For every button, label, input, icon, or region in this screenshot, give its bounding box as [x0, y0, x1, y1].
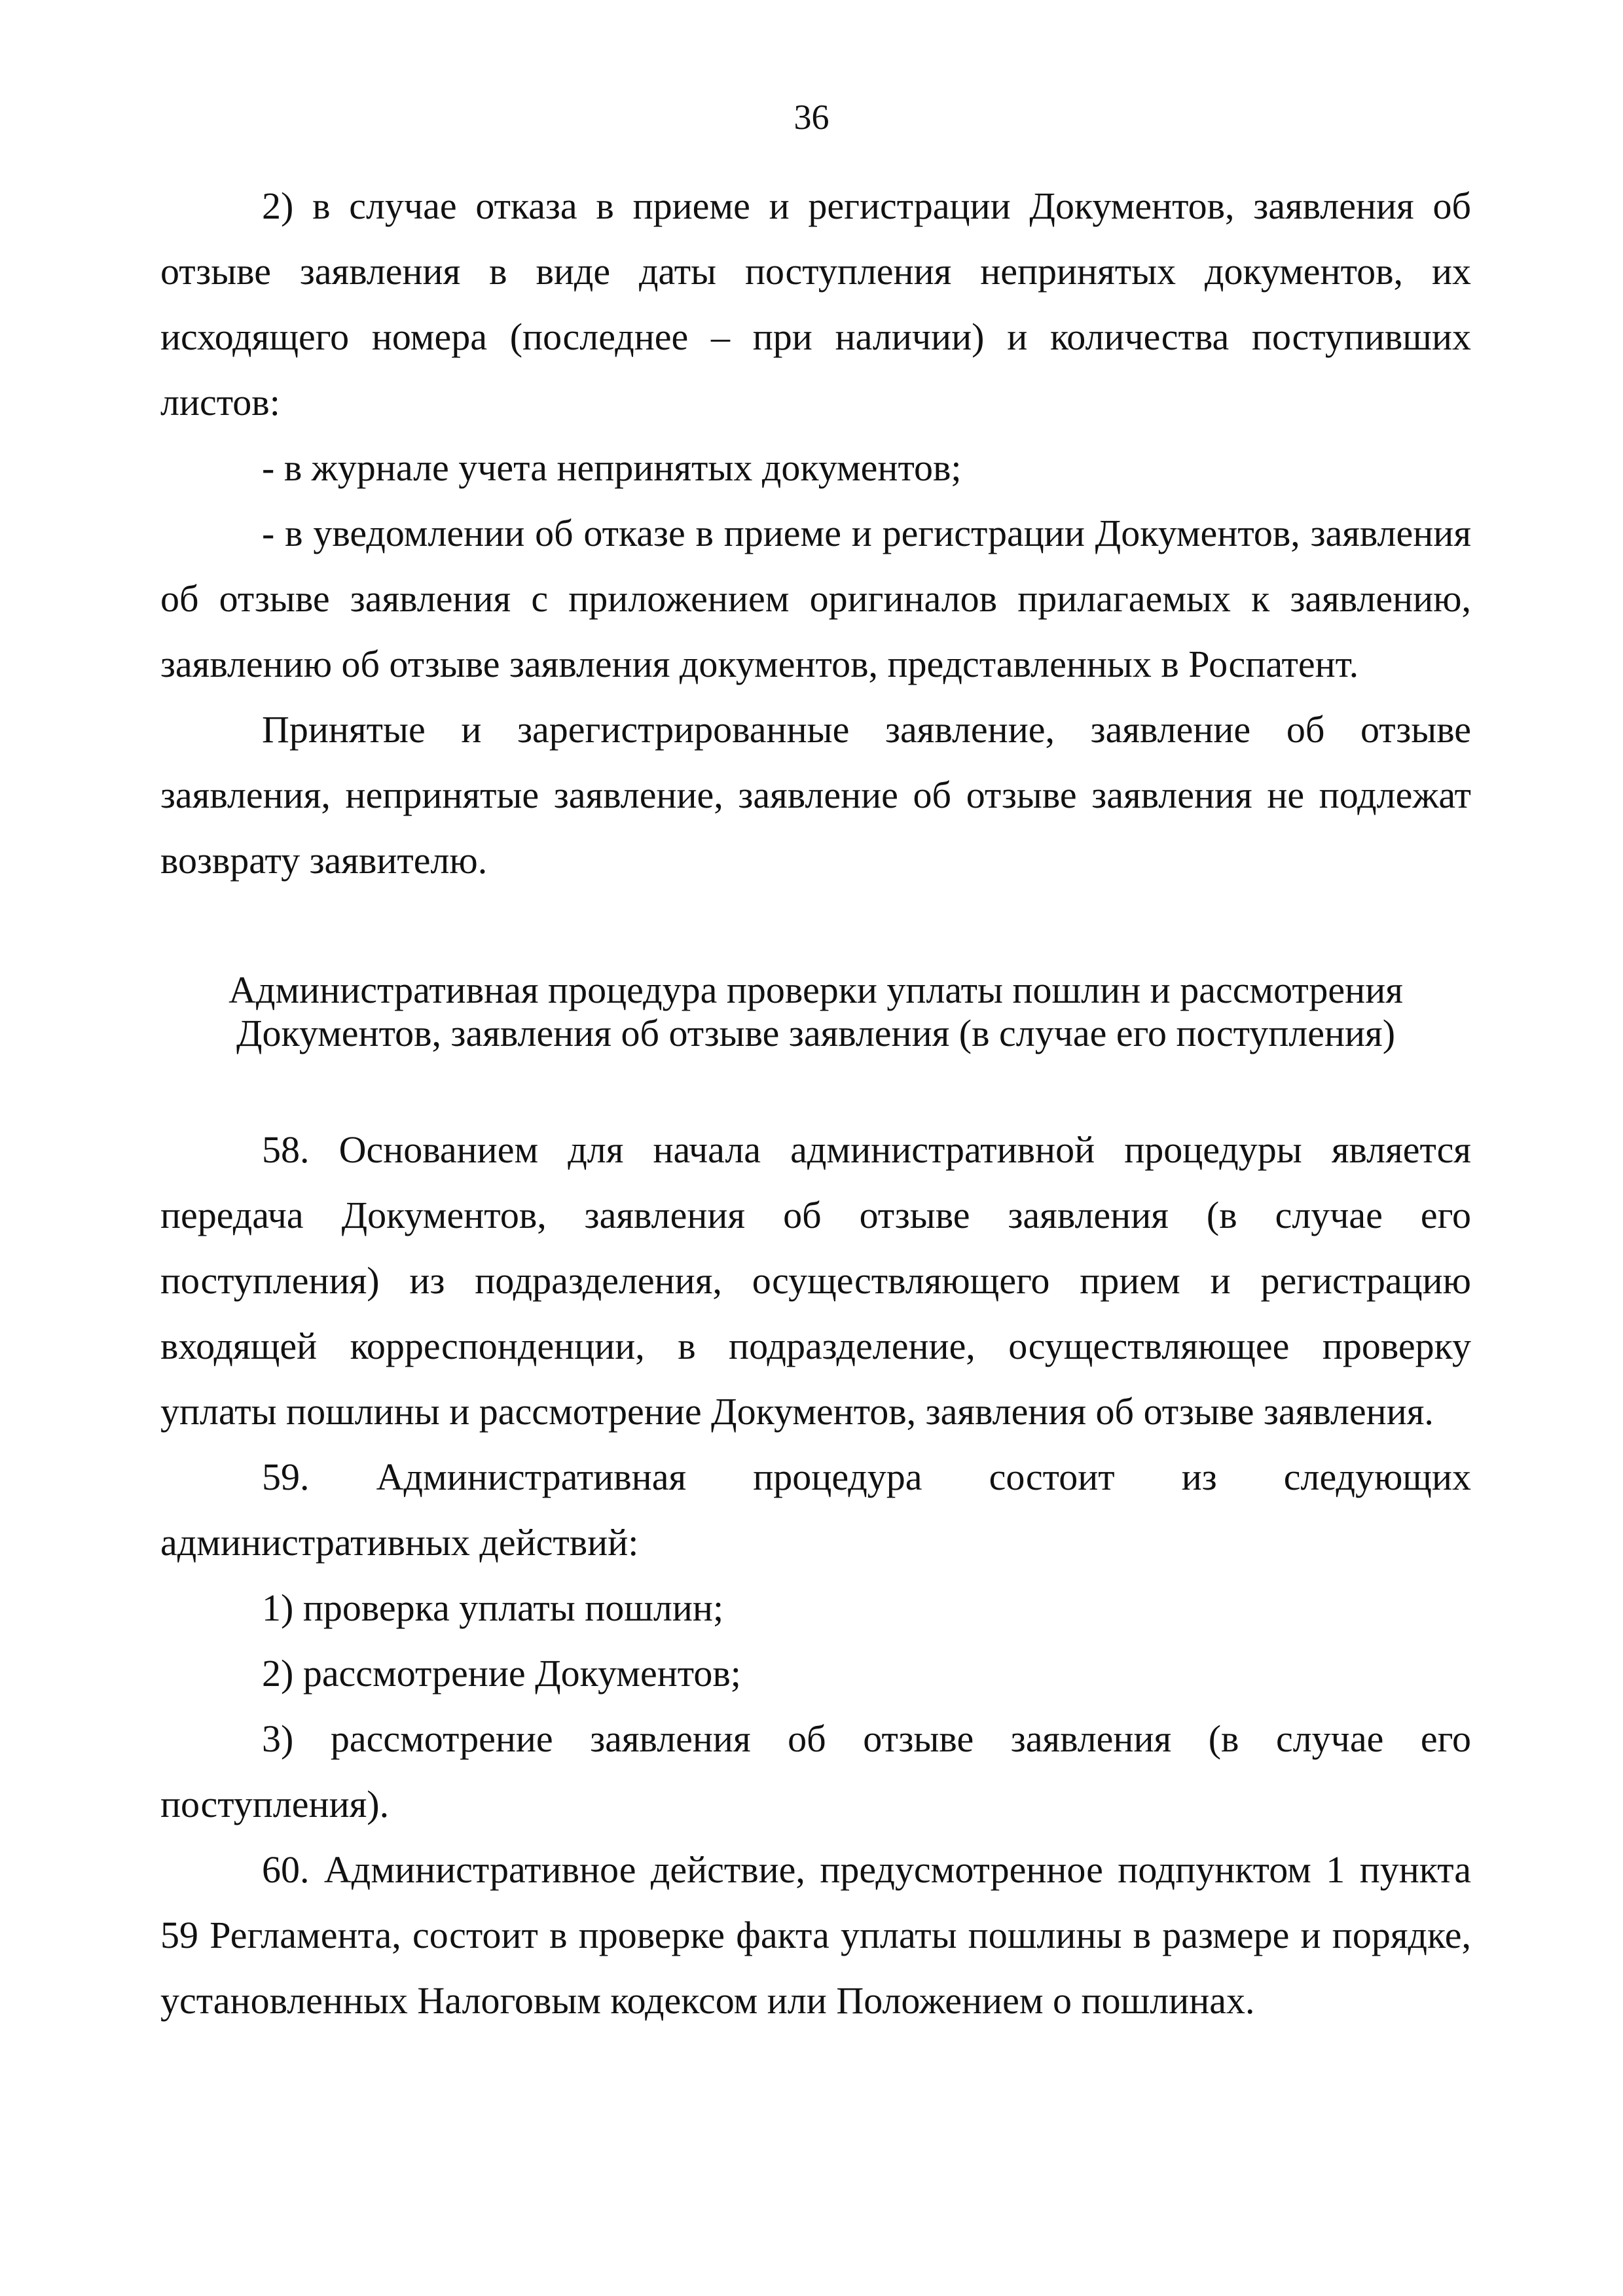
- section-heading-line-1: Административная процедура проверки уплаты пошлин и рассмотрения: [228, 969, 1403, 1011]
- paragraph-60: 60. Административное действие, предусмотренное подпунктом 1 пункта 59 Регламента, состоит в проверке факта уплаты пошлины в размере и порядке, установленных Налоговым кодексом или Положением о пошлинах.: [160, 1848, 1471, 2022]
- list-item-3: 3) рассмотрение заявления об отзыве заявления (в случае его поступления).: [160, 1717, 1471, 1825]
- page-number: 36: [793, 98, 830, 137]
- list-item-1: 1) проверка уплаты пошлин;: [262, 1587, 724, 1629]
- paragraph-59: 59. Административная процедура состоит из следующих административных действий:: [160, 1456, 1471, 1564]
- document-body: [160, 173, 1471, 2034]
- section-heading: [160, 969, 1471, 1055]
- paragraph-item-2-refusal: 2) в случае отказа в приеме и регистрации Документов, заявления об отзыве заявления в виде даты поступления непринятых документов, их исходящего номера (последнее – при наличии) и количества поступивших листов:: [160, 185, 1471, 423]
- paragraph-bullet-notification: - в уведомлении об отказе в приеме и регистрации Документов, заявления об отзыве заявления с приложением оригиналов прилагаемых к заявлению, заявлению об отзыве заявления документов, представленных в Роспатент.: [160, 512, 1471, 685]
- paragraph-no-return: Принятые и зарегистрированные заявление, заявление об отзыве заявления, непринятые заявление, заявление об отзыве заявления не подлежат возврату заявителю.: [160, 708, 1471, 882]
- list-item-2: 2) рассмотрение Документов;: [262, 1652, 741, 1695]
- paragraph-bullet-journal: - в журнале учета непринятых документов;: [262, 446, 962, 489]
- paragraph-58: 58. Основанием для начала административной процедуры является передача Документов, заявления об отзыве заявления (в случае его поступления) из подразделения, осуществляющего прием и регистрацию входящей корреспонденции, в подразделение, осуществляющее проверку уплаты пошлины и рассмотрение Документов, заявления об отзыве заявления.: [160, 1128, 1471, 1433]
- section-heading-line-2: Документов, заявления об отзыве заявления (в случае его поступления): [236, 1012, 1396, 1054]
